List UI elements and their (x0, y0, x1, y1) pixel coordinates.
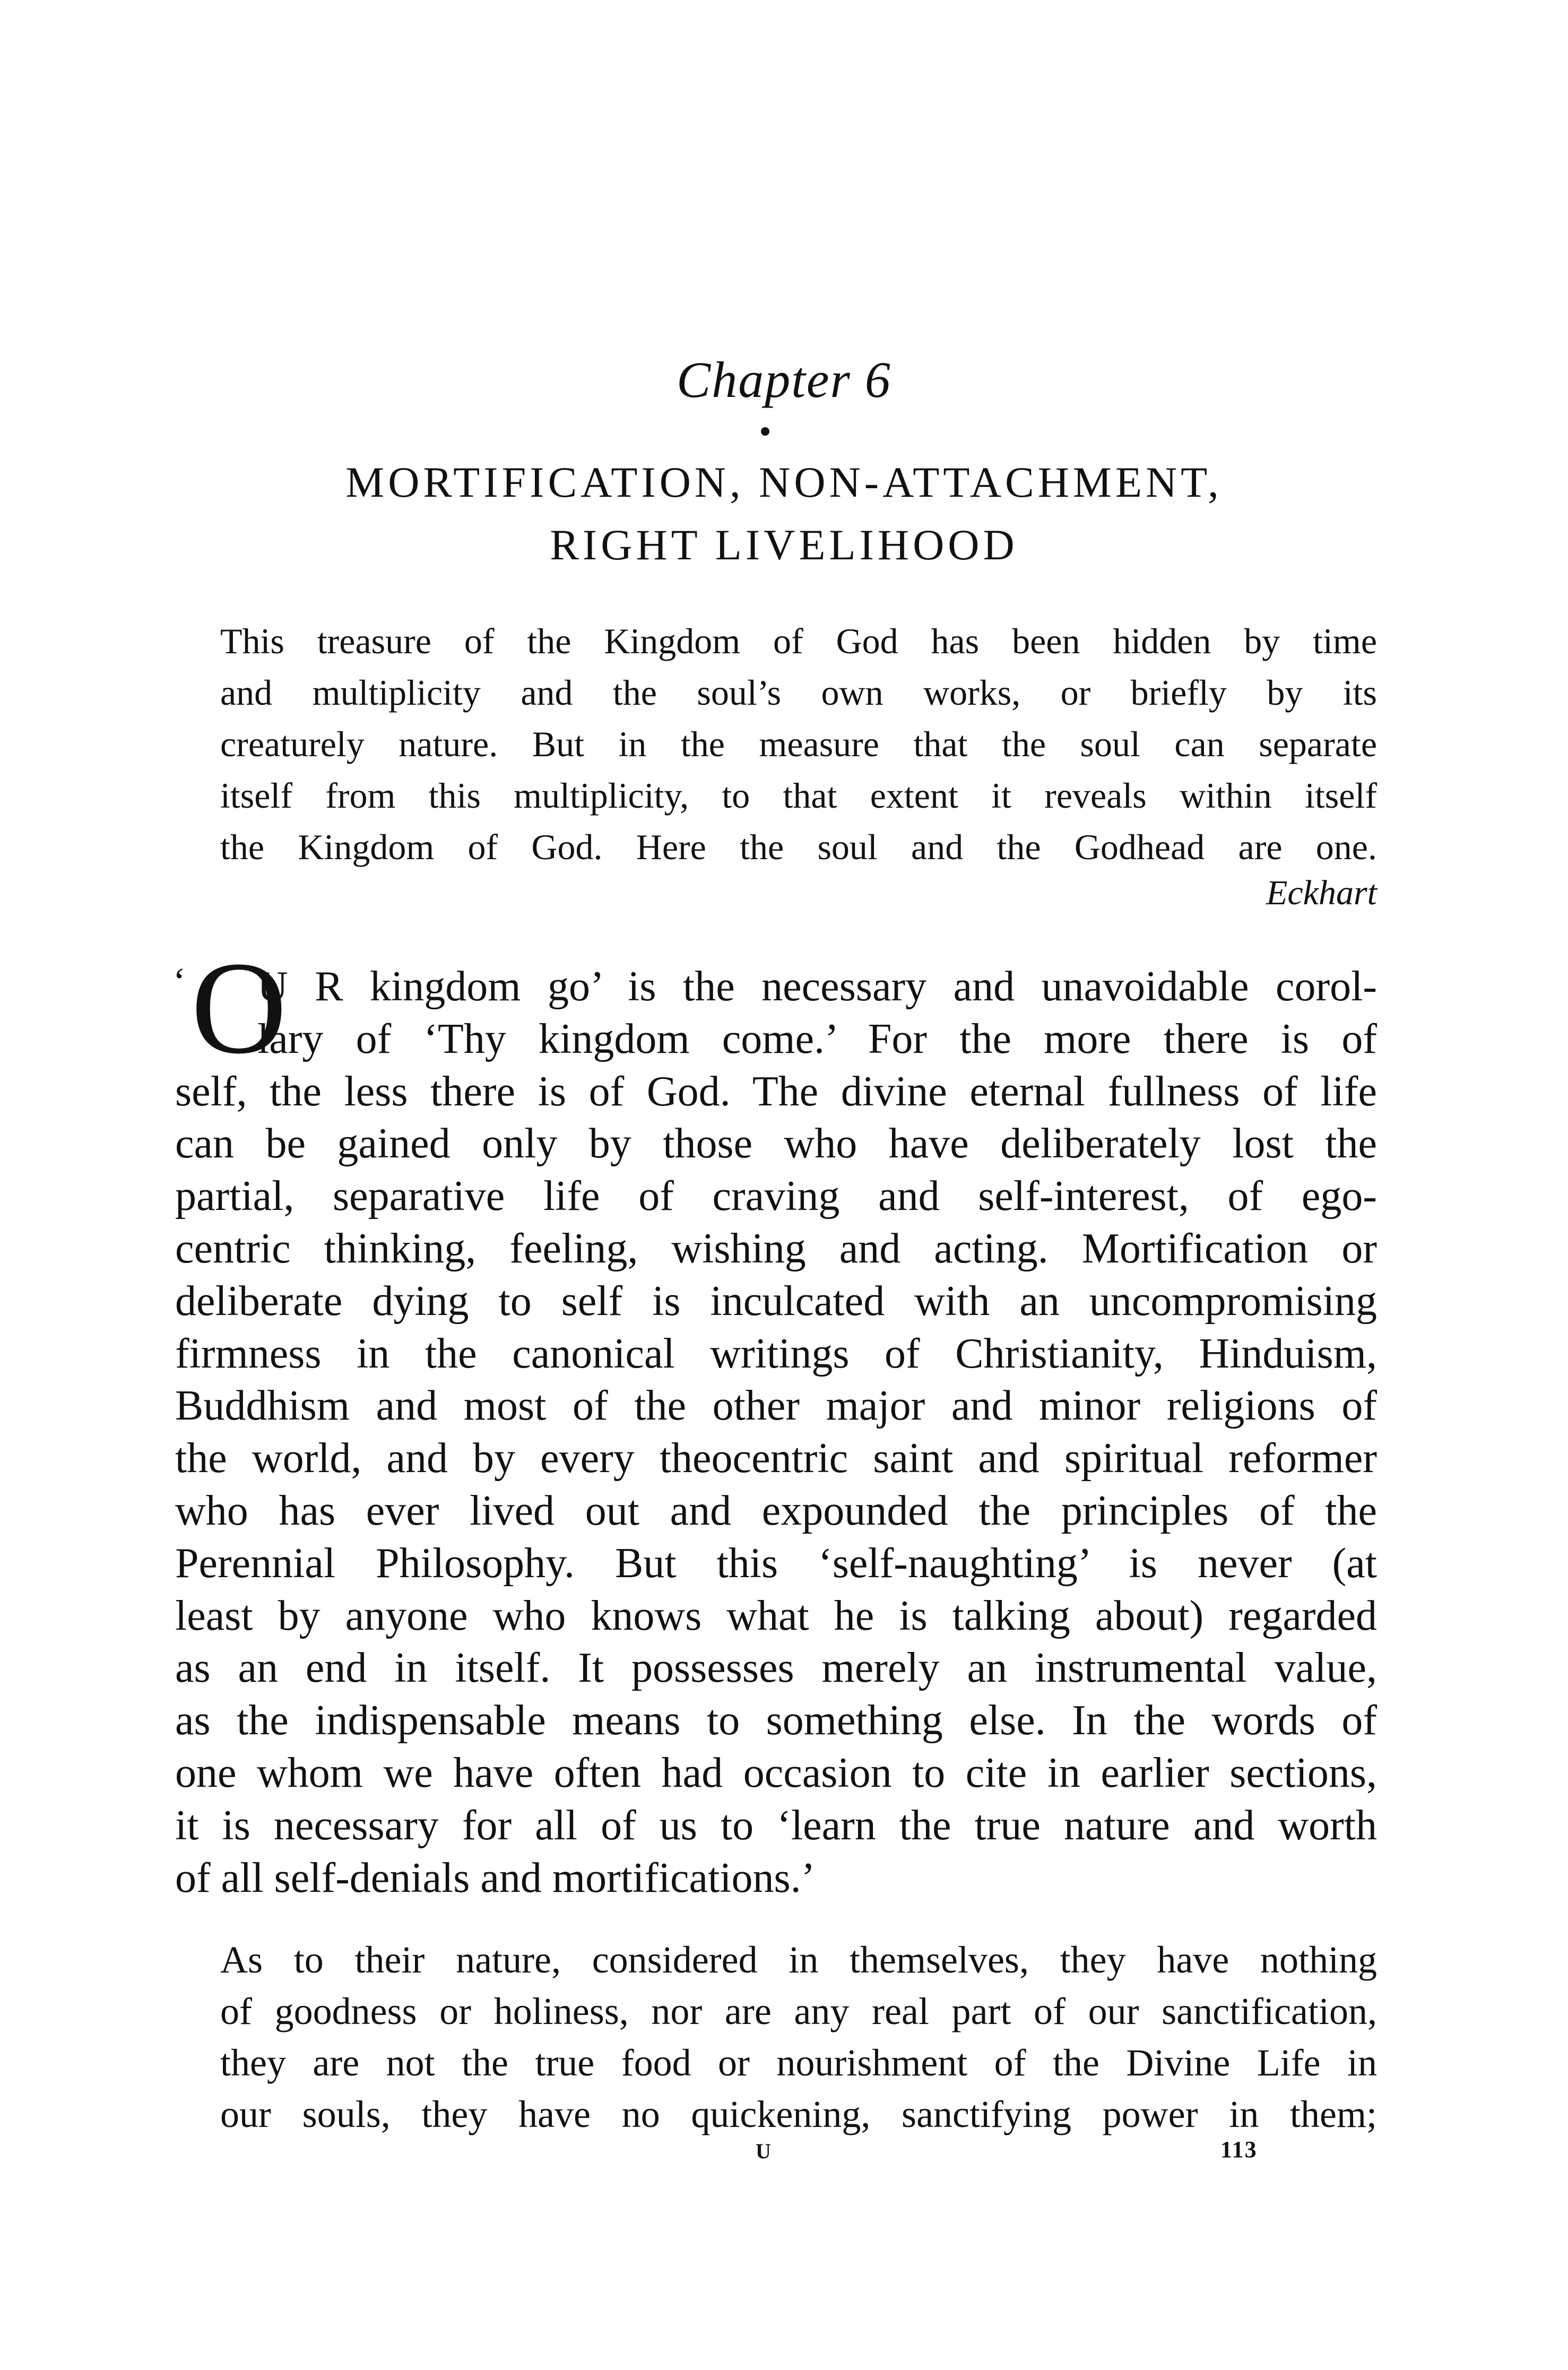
drop-cap: O (191, 935, 287, 1082)
body-line: Buddhism and most of the other major and minor religions of (175, 1382, 1377, 1430)
body-line: U R kingdom go’ is the necessary and unavoidable corol- (257, 963, 1377, 1010)
epigraph-line: the Kingdom of God. Here the soul and the Godhead are one. (220, 827, 1377, 867)
body-line: least by anyone who knows what he is talking about) regarded (175, 1592, 1377, 1639)
opening-quote-mark: ‘ (173, 960, 186, 1002)
page-number: 113 (1220, 2137, 1258, 2163)
chapter-title (0, 451, 1568, 576)
body-line: deliberate dying to self is inculcated with an uncompromising (175, 1277, 1377, 1325)
body-line: it is necessary for all of us to ‘learn the true nature and worth (175, 1802, 1377, 1849)
body-line: self, the less there is of God. The divine eternal fullness of life (175, 1068, 1377, 1115)
body-line: lary of ‘Thy kingdom come.’ For the more there is of (257, 1015, 1377, 1062)
chapter-title-line: MORTIFICATION, NON-ATTACHMENT, (345, 458, 1223, 506)
body-line: firmness in the canonical writings of Christianity, Hinduism, (175, 1330, 1377, 1377)
body-line: Perennial Philosophy. But this ‘self-naughting’ is never (at (175, 1539, 1377, 1587)
epigraph-line: creaturely nature. But in the measure that the soul can separate (220, 724, 1377, 764)
epigraph-line: itself from this multiplicity, to that extent it reveals within itself (220, 775, 1377, 816)
body-line: can be gained only by those who have deliberately lost the (175, 1120, 1377, 1167)
quote-line: As to their nature, considered in themselves, they have nothing (220, 1939, 1377, 1981)
chapter-label: Chapter 6 (677, 351, 891, 408)
quote-line: they are not the true food or nourishment of the Divine Life in (220, 2042, 1377, 2084)
body-line: as an end in itself. It possesses merely an instrumental value, (175, 1645, 1377, 1692)
body-line: who has ever lived out and expounded the principles of the (175, 1487, 1377, 1534)
quote-line: our souls, they have no quickening, sanctifying power in them; (220, 2093, 1377, 2135)
signature-mark: U (756, 2139, 771, 2163)
epigraph (220, 616, 1377, 873)
epigraph-line: This treasure of the Kingdom of God has been hidden by time (220, 621, 1377, 661)
body-paragraph (175, 961, 1377, 1904)
quote-line: of goodness or holiness, nor are any real part of our sanctification, (220, 1990, 1377, 2032)
chapter-ornament-dot (761, 427, 769, 436)
epigraph-line: and multiplicity and the soul’s own works, or briefly by its (220, 672, 1377, 713)
body-line: of all self-denials and mortifications.’ (175, 1854, 816, 1901)
block-quote (220, 1934, 1377, 2140)
body-line: one whom we have often had occasion to cite in earlier sections, (175, 1749, 1377, 1796)
body-line: centric thinking, feeling, wishing and acting. Mortification or (175, 1225, 1377, 1272)
epigraph-attribution: Eckhart (1266, 873, 1377, 912)
body-line: the world, and by every theocentric saint and spiritual reformer (175, 1435, 1377, 1482)
chapter-title-line: RIGHT LIVELIHOOD (550, 521, 1018, 569)
body-line: as the indispensable means to something else. In the words of (175, 1697, 1377, 1744)
body-line: partial, separative life of craving and self-interest, of ego- (175, 1173, 1377, 1220)
